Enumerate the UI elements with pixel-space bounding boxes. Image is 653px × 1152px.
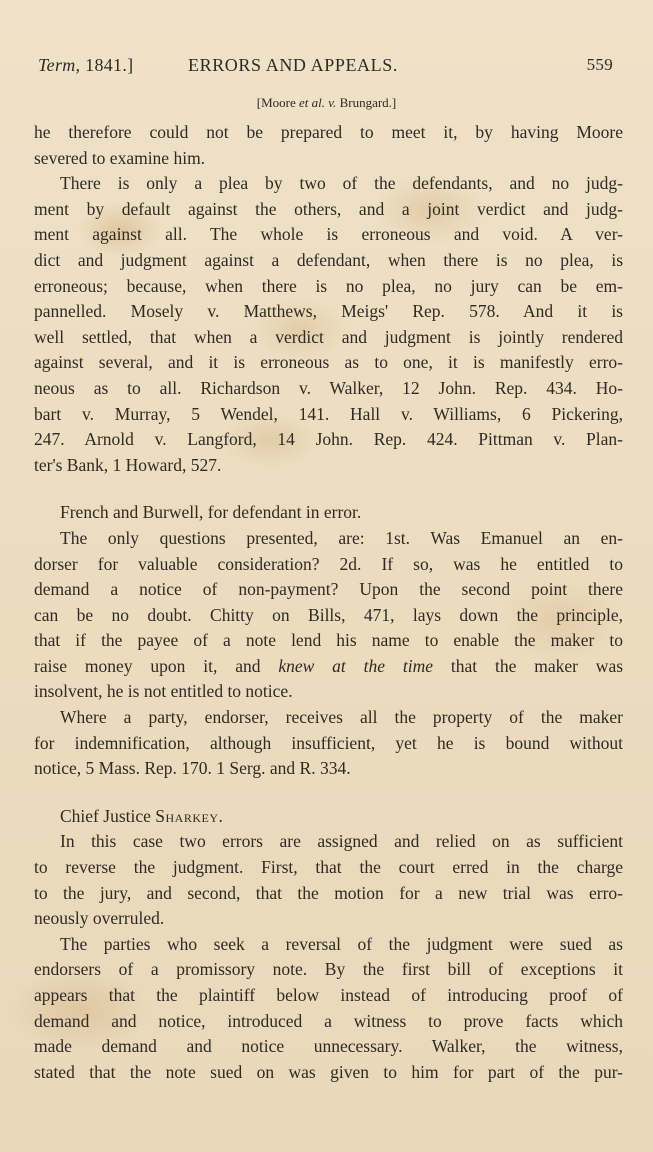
text-line: erroneous; because, when there is no plea, no jury can be em- bbox=[34, 275, 623, 296]
text-line: The only questions presented, are: 1st. Was Emanuel an en- bbox=[60, 527, 623, 548]
text-line: against several, and it is erroneous as to one, it is manifestly erro- bbox=[34, 352, 623, 373]
italic-emphasis: knew at the time bbox=[278, 655, 434, 676]
text-line: well settled, that when a verdict and judgment is jointly rendered bbox=[34, 326, 623, 347]
text-line: bart v. Murray, 5 Wendel, 141. Hall v. Williams, 6 Pickering, bbox=[34, 403, 623, 424]
text-line: French and Burwell, for defendant in error. bbox=[60, 502, 362, 523]
text-line bbox=[34, 804, 623, 830]
text-line: 247. Arnold v. Langford, 14 John. Rep. 424. Pittman v. Plan- bbox=[34, 429, 623, 450]
text-line: neously overruled. bbox=[34, 908, 165, 929]
text-line: made demand and notice unnecessary. Walker, the witness, bbox=[34, 1036, 623, 1057]
justice-name: Sharkey. bbox=[155, 805, 224, 826]
justice-title: Chief Justice bbox=[60, 805, 156, 826]
text-line: notice, 5 Mass. Rep. 170. 1 Serg. and R. 334. bbox=[34, 758, 351, 779]
paragraph-2 bbox=[34, 171, 623, 478]
term-prefix: Term, bbox=[38, 55, 81, 75]
text-line: ment against all. The whole is erroneous and void. A ver- bbox=[34, 224, 623, 245]
text-line: that if the payee of a note lend his name to enable the maker to bbox=[34, 630, 623, 651]
paragraph-5 bbox=[34, 705, 623, 782]
text-run: that the maker was bbox=[433, 655, 623, 676]
text-line: pannelled. Mosely v. Matthews, Meigs' Rep. 578. And it is bbox=[34, 301, 623, 322]
paragraph-7 bbox=[34, 932, 623, 1086]
text-line: stated that the note sued on was given to him for part of the pur- bbox=[34, 1061, 623, 1082]
caption-v: v. bbox=[325, 95, 340, 110]
case-caption bbox=[0, 95, 653, 111]
running-header bbox=[38, 55, 613, 85]
caption-close: Brungard.] bbox=[339, 95, 397, 110]
text-line: Where a party, endorser, receives all the property of the maker bbox=[60, 707, 623, 728]
text-line: In this case two errors are assigned and relied on as sufficient bbox=[60, 831, 623, 852]
opinion-heading bbox=[34, 804, 623, 830]
text-line: he therefore could not be prepared to meet it, by having Moore bbox=[34, 122, 623, 142]
term-label bbox=[38, 55, 133, 76]
running-title: ERRORS AND APPEALS. bbox=[188, 55, 398, 75]
text-line: dorser for valuable consideration? 2d. If so, was he entitled to bbox=[34, 553, 623, 574]
text-line: to reverse the judgment. First, that the court erred in the charge bbox=[34, 857, 623, 878]
text-run: raise money upon it, and bbox=[34, 655, 279, 676]
text-line: demand a notice of non-payment? Upon the second point there bbox=[34, 579, 623, 600]
text-line: appears that the plaintiff below instead of introducing proof of bbox=[34, 985, 623, 1005]
paragraph-1 bbox=[34, 120, 623, 171]
text-line: dict and judgment against a defendant, when there is no plea, is bbox=[34, 249, 623, 270]
caption-open: [Moore bbox=[256, 95, 299, 110]
text-line: can be no doubt. Chitty on Bills, 471, lays down the principle, bbox=[34, 604, 623, 625]
text-line: severed to examine him. bbox=[34, 147, 206, 168]
text-line: demand and notice, introduced a witness to prove facts which bbox=[34, 1010, 623, 1031]
paragraph-4 bbox=[34, 526, 623, 705]
text-line bbox=[34, 654, 623, 680]
text-line: endorsers of a promissory note. By the first bill of exceptions it bbox=[34, 959, 623, 980]
text-line: ter's Bank, 1 Howard, 527. bbox=[34, 454, 222, 475]
text-line: to the jury, and second, that the motion for a new trial was erro- bbox=[34, 882, 623, 903]
paragraph-6 bbox=[34, 829, 623, 931]
text-line: The parties who seek a reversal of the judgment were sued as bbox=[60, 933, 623, 954]
page-body bbox=[34, 120, 623, 1085]
page-number: 559 bbox=[586, 55, 613, 74]
text-line: insolvent, he is not entitled to notice. bbox=[34, 681, 293, 702]
text-line: neous as to all. Richardson v. Walker, 12 John. Rep. 434. Ho- bbox=[34, 377, 623, 398]
paragraph-counsel bbox=[34, 500, 623, 526]
text-line: There is only a plea by two of the defendants, and no judg- bbox=[60, 173, 623, 194]
text-line: ment by default against the others, and a joint verdict and judg- bbox=[34, 198, 623, 219]
term-year: 1841.] bbox=[80, 55, 134, 75]
text-line: for indemnification, although insufficient, yet he is bound without bbox=[34, 732, 623, 753]
caption-etal: et al. bbox=[299, 95, 325, 110]
